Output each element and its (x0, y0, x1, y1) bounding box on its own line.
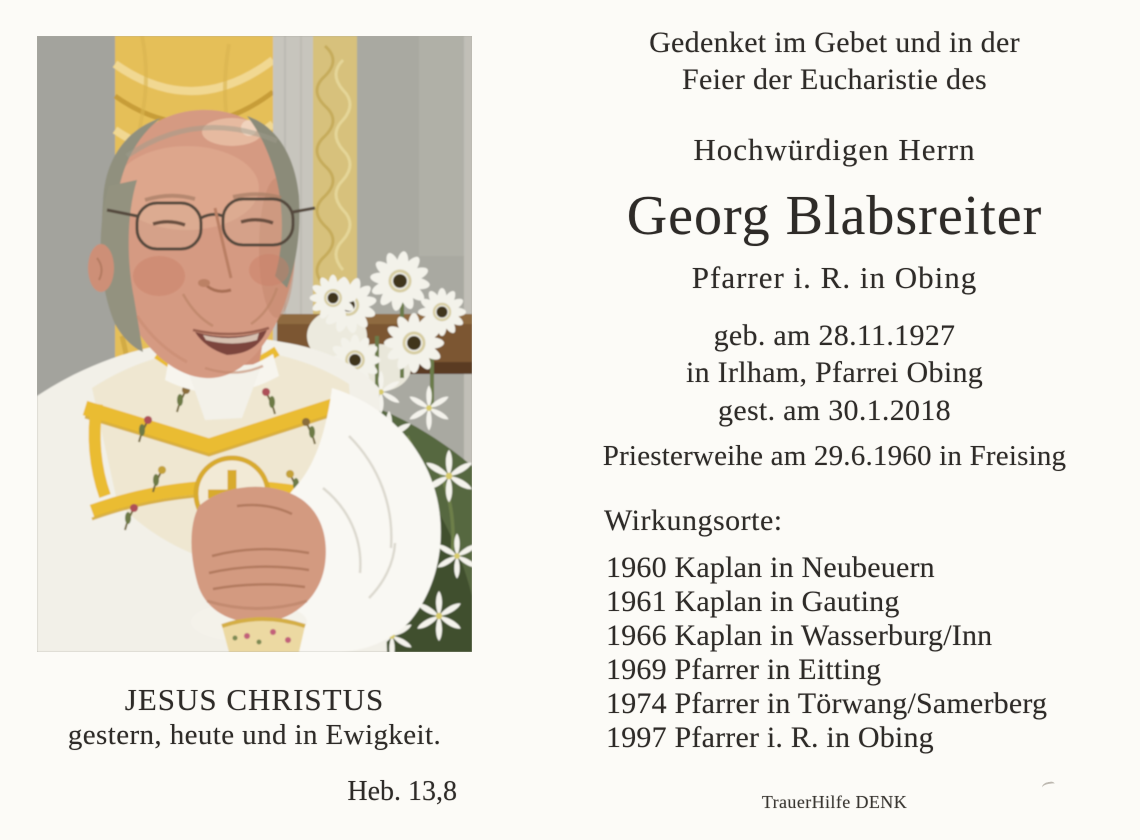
priest-photo (37, 36, 472, 652)
photo-caption-line1: JESUS CHRISTUS (124, 682, 385, 717)
station-line: 1969 Pfarrer in Eitting (606, 653, 882, 686)
station-line: 1960 Kaplan in Neubeuern (606, 551, 935, 584)
intro-lines (562, 24, 1107, 98)
station-line: 1997 Pfarrer i. R. in Obing (606, 721, 934, 754)
birth-line1: geb. am 28.11.1927 (713, 319, 956, 352)
death-line: gest. am 30.1.2018 (718, 394, 951, 427)
photo-caption-line2: gestern, heute und in Ewigkeit. (67, 719, 442, 751)
station-line: 1966 Kaplan in Wasserburg/Inn (606, 619, 993, 652)
stations-heading: Wirkungsorte: (604, 504, 783, 537)
stole-end (222, 619, 305, 652)
station-line: 1974 Pfarrer in Törwang/Samerberg (606, 687, 1048, 720)
station-line: 1961 Kaplan in Gauting (606, 585, 900, 618)
birth-line2: in Irlham, Pfarrei Obing (685, 356, 984, 389)
ordination-line: Priesterweihe am 29.6.1960 in Freising (602, 440, 1067, 472)
publisher-imprint: TrauerHilfe DENK (761, 792, 908, 812)
intro-line2: Feier der Eucharistie des (682, 63, 987, 96)
scripture-reference: Heb. 13,8 (347, 776, 457, 807)
intro-line1: Gedenket im Gebet und in der (649, 26, 1020, 59)
honorific: Hochwürdigen Herrn (693, 132, 976, 167)
print-smudge-mark (1041, 781, 1055, 791)
deceased-name: Georg Blabsreiter (626, 185, 1043, 247)
birth-lines (562, 317, 1107, 391)
deceased-title: Pfarrer i. R. in Obing (691, 260, 978, 295)
stations-list (562, 551, 1140, 755)
